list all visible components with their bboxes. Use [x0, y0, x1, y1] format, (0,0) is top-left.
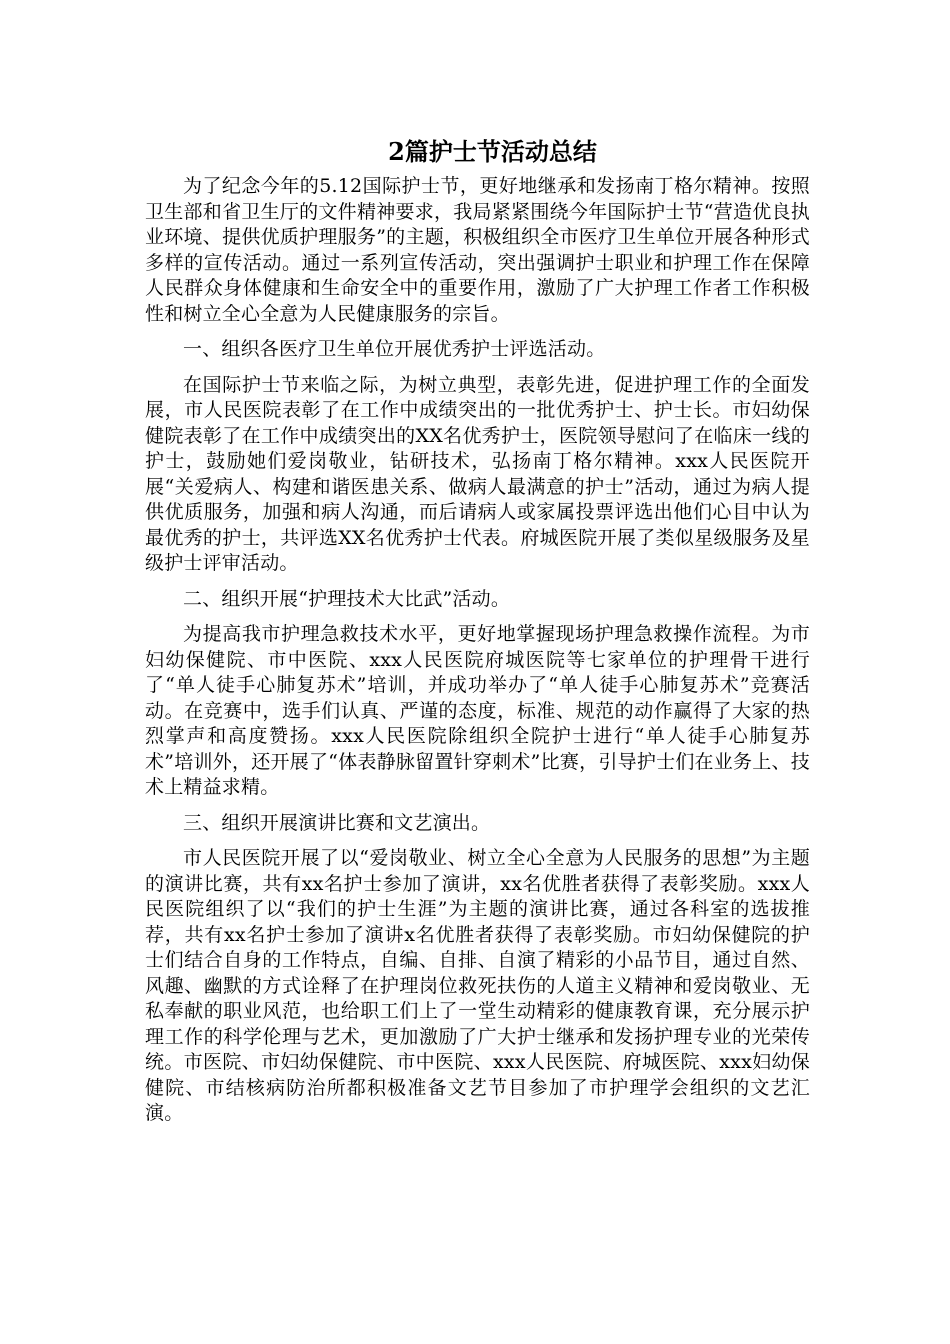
section-1-paragraph: 在国际护士节来临之际，为树立典型，表彰先进，促进护理工作的全面发展，市人民医院表彰了在工作中成绩突出的一批优秀护士、护士长。市妇幼保健院表彰了在工作中成绩突出的XX名优秀护士，医院领导慰问了在临床一线的护士，鼓励她们爱岗敬业，钻研技术，弘扬南丁格尔精神。xxx人民医院开展“关爱病人、构建和谐医患关系、做病人最满意的护士”活动，通过为病人提供优质服务，加强和病人沟通，而后请病人或家属投票评选出他们心目中认为最优秀的护士，共评选XX名优秀护士代表。府城医院开展了类似星级服务及星级护士评审活动。 — [145, 373, 810, 574]
section-heading-2: 二、组织开展“护理技术大比武”活动。 — [183, 587, 511, 610]
document-page — [145, 130, 810, 1137]
section-2-paragraph: 为提高我市护理急救技术水平，更好地掌握现场护理急救操作流程。为市妇幼保健院、市中医院、xxx人民医院府城医院等七家单位的护理骨干进行了“单人徒手心肺复苏术”培训，并成功举办了“单人徒手心肺复苏术”竞赛活动。在竞赛中，选手们认真、严谨的态度，标准、规范的动作赢得了大家的热烈掌声和高度赞扬。xxx人民医院除组织全院护士进行“单人徒手心肺复苏术”培训外，还开展了“体表静脉留置针穿刺术”比赛，引导护士们在业务上、技术上精益求精。 — [145, 623, 810, 798]
section-heading-1: 一、组织各医疗卫生单位开展优秀护士评选活动。 — [183, 338, 606, 360]
intro-paragraph: 为了纪念今年的5.12国际护士节，更好地继承和发扬南丁格尔精神。按照卫生部和省卫生厅的文件精神要求，我局紧紧围绕今年国际护士节“营造优良执业环境、提供优质护理服务”的主题，积极组织全市医疗卫生单位开展各种形式多样的宣传活动。通过一系列宣传活动，突出强调护士职业和护理工作在保障人民群众身体健康和生命安全中的重要作用，激励了广大护理工作者工作积极性和树立全心全意为人民健康服务的宗旨。 — [145, 175, 810, 325]
section-heading-3: 三、组织开展演讲比赛和文艺演出。 — [183, 811, 491, 834]
section-3-paragraph: 市人民医院开展了以“爱岗敬业、树立全心全意为人民服务的思想”为主题的演讲比赛，共有xx名护士参加了演讲，xx名优胜者获得了表彰奖励。xxx人民医院组织了以“我们的护士生涯”为主题的演讲比赛，通过各科室的选拔推荐，共有xx名护士参加了演讲x名优胜者获得了表彰奖励。市妇幼保健院的护士们结合自身的工作特点，自编、自排、自演了精彩的小品节目，通过自然、风趣、幽默的方式诠释了在护理岗位救死扶伤的人道主义精神和爱岗敬业、无私奉献的职业风范，也给职工们上了一堂生动精彩的健康教育课，充分展示护理工作的科学伦理与艺术，更加激励了广大护士继承和发扬护理专业的光荣传统。市医院、市妇幼保健院、市中医院、xxx人民医院、府城医院、xxx妇幼保健院、市结核病防治所都积极准备文艺节目参加了市护理学会组织的文艺汇演。 — [145, 847, 810, 1124]
document-title: 2篇护士节活动总结 — [388, 137, 597, 166]
